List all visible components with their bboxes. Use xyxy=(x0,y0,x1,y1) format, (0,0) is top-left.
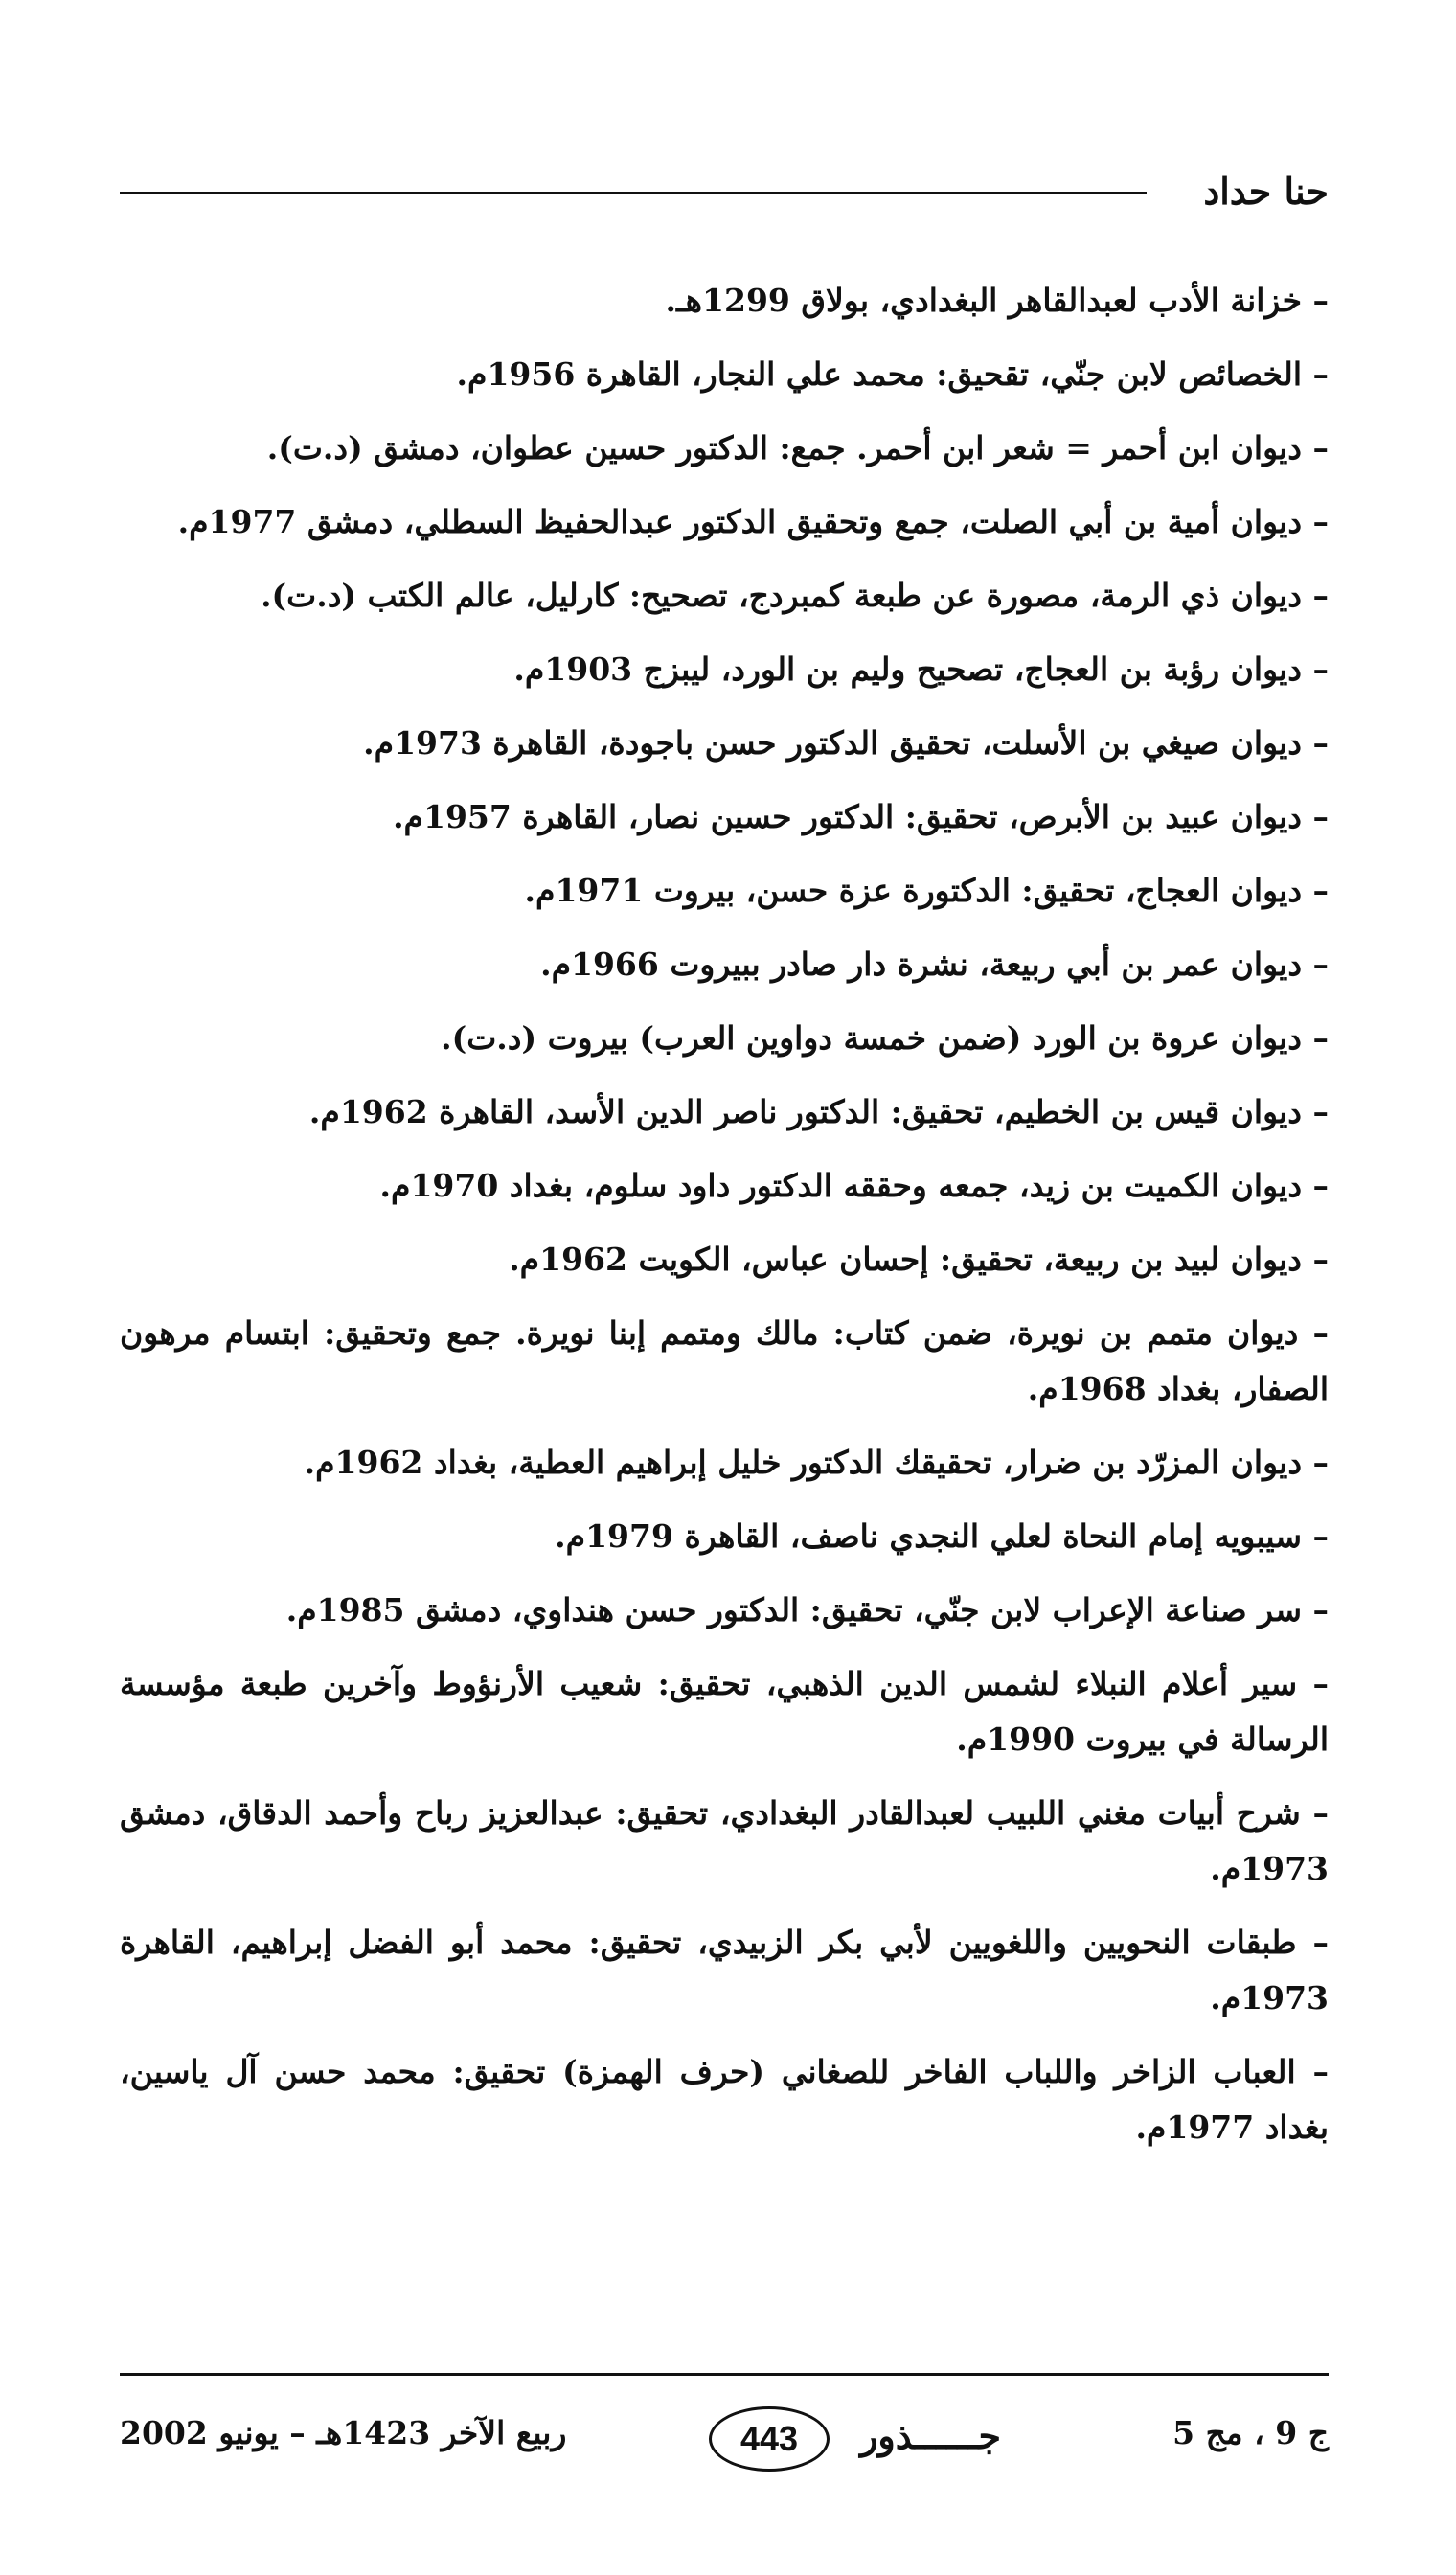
reference-item: – ديوان ذي الرمة، مصورة عن طبعة كمبردج، تصحيح: كارليل، عالم الكتب (د.ت). xyxy=(261,577,1329,614)
reference-item: – ديوان العجاج، تحقيق: الدكتورة عزة حسن، بيروت 1971م. xyxy=(524,872,1329,909)
reference-item: – ديوان قيس بن الخطيم، تحقيق: الدكتور ناصر الدين الأسد، القاهرة 1962م. xyxy=(308,1093,1329,1130)
reference-item: – ديوان صيغي بن الأسلت، تحقيق الدكتور حسن باجودة، القاهرة 1973م. xyxy=(363,724,1329,762)
reference-item: – سر صناعة الإعراب لابن جنّي، تحقيق: الدكتور حسن هنداوي، دمشق 1985م. xyxy=(285,1591,1329,1629)
reference-item: – ديوان رؤبة بن العجاج، تصحيح وليم بن الورد، ليبزج 1903م. xyxy=(513,650,1329,688)
reference-item: – ديوان عبيد بن الأبرص، تحقيق: الدكتور حسين نصار، القاهرة 1957م. xyxy=(393,798,1329,835)
reference-item: – ديوان أمية بن أبي الصلت، جمع وتحقيق الدكتور عبدالحفيظ السطلي، دمشق 1977م. xyxy=(177,503,1329,540)
header-rule xyxy=(120,192,1147,194)
footer-date: ربيع الآخر 1423هـ – يونيو 2002 xyxy=(120,2414,567,2451)
reference-item: – ديوان المزرّد بن ضرار، تحقيقك الدكتور خليل إبراهيم العطية، بغداد 1962م. xyxy=(304,1444,1329,1481)
reference-item: – خزانة الأدب لعبدالقاهر البغدادي، بولاق 1299هـ. xyxy=(665,282,1329,319)
reference-item: – الخصائص لابن جنّي، تقحيق: محمد علي النجار، القاهرة 1956م. xyxy=(456,355,1329,393)
reference-item: – ديوان لبيد بن ربيعة، تحقيق: إحسان عباس، الكويت 1962م. xyxy=(509,1241,1329,1278)
reference-item: – ديوان الكميت بن زيد، جمعه وحققه الدكتور داود سلوم، بغداد 1970م. xyxy=(379,1167,1329,1204)
reference-item: – سير أعلام النبلاء لشمس الدين الذهبي، تحقيق: شعيب الأرنؤوط وآخرين طبعة مؤسسة الرسالة في بيروت 1990م. xyxy=(120,1665,1329,1758)
reference-item: – طبقات النحويين واللغويين لأبي بكر الزبيدي، تحقيق: محمد أبو الفضل إبراهيم، القاهرة 1973م. xyxy=(120,1924,1329,2017)
reference-item: – ديوان عمر بن أبي ربيعة، نشرة دار صادر ببيروت 1966م. xyxy=(540,946,1329,983)
page-number: 443 xyxy=(709,2406,830,2472)
footer-magazine-mark xyxy=(618,2403,1001,2479)
header-author: حنا حداد xyxy=(1203,170,1329,213)
reference-item: – ديوان متمم بن نويرة، ضمن كتاب: مالك ومتمم إبنا نويرة. جمع وتحقيق: ابتسام مرهون الصفار، بغداد 1968م. xyxy=(120,1314,1329,1407)
page-footer xyxy=(120,2403,1329,2479)
running-header xyxy=(120,163,1329,220)
reference-item: – ديوان ابن أحمر = شعر ابن أحمر. جمع: الدكتور حسين عطوان، دمشق (د.ت). xyxy=(266,429,1329,467)
reference-item: – ديوان عروة بن الورد (ضمن خمسة دواوين العرب) بيروت (د.ت). xyxy=(441,1019,1329,1057)
reference-list xyxy=(120,273,1329,2174)
reference-item: – العباب الزاخر واللباب الفاخر للصغاني (حرف الهمزة) تحقيق: محمد حسن آل ياسين، بغداد 1977م. xyxy=(120,2053,1329,2146)
reference-item: – شرح أبيات مغني اللبيب لعبدالقادر البغدادي، تحقيق: عبدالعزيز رباح وأحمد الدقاق، دمشق 1973م. xyxy=(120,1794,1329,1887)
footer-rule xyxy=(120,2373,1329,2376)
footer-magazine-title: جــــــذور xyxy=(860,2414,1001,2457)
footer-volume: ج 9 ، مج 5 xyxy=(1172,2414,1329,2451)
reference-item: – سيبويه إمام النحاة لعلي النجدي ناصف، القاهرة 1979م. xyxy=(555,1517,1329,1555)
